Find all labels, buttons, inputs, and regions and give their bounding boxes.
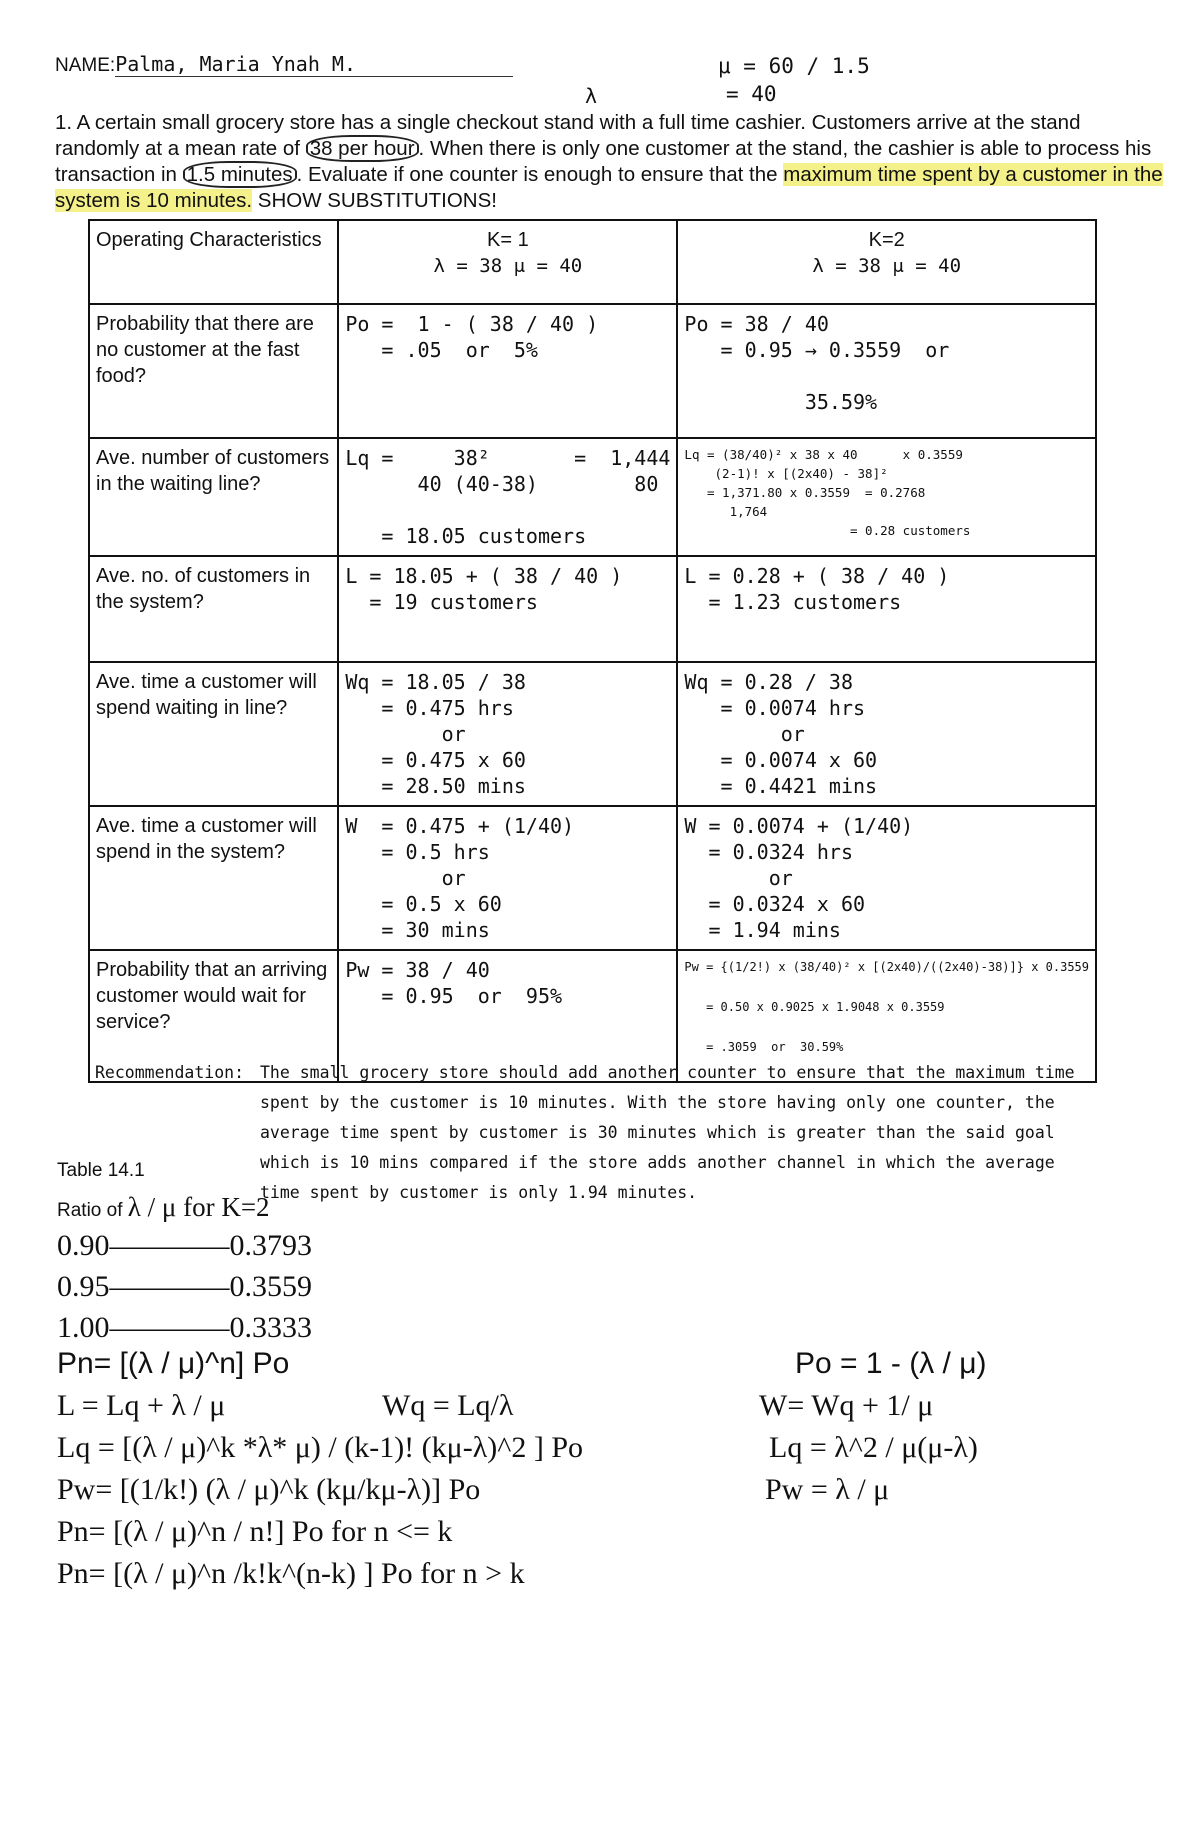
formula-wq: Wq = Lq/λ xyxy=(382,1389,514,1422)
header-col2 xyxy=(338,220,677,304)
table-row xyxy=(89,662,1096,806)
header-k1-label: K= 1 xyxy=(487,229,529,251)
formula-pw-k: Pw= [(1/k!) (λ / μ)^k (kμ/kμ-λ)] Po xyxy=(57,1473,481,1506)
mu-note-line-1: μ = 60 / 1.5 xyxy=(718,54,870,78)
table-header-row xyxy=(89,220,1096,304)
row-label: Ave. number of customers in the waiting line? xyxy=(89,438,338,556)
table-row xyxy=(89,806,1096,950)
formula-pn-le: Pn= [(λ / μ)^n / n!] Po for n <= k xyxy=(57,1515,453,1548)
reference-table-title: Table 14.1 xyxy=(57,1160,145,1181)
problem-statement xyxy=(55,110,1165,214)
formula-pw-1: Pw = λ / μ xyxy=(765,1473,890,1506)
table-row xyxy=(89,556,1096,662)
formula-w: W= Wq + 1/ μ xyxy=(759,1389,934,1422)
row-label: Probability that there are no customer at the fast food? xyxy=(89,304,338,438)
formula-pn: Pn= [(λ / μ)^n] Po xyxy=(57,1347,290,1380)
row-k2-work: L = 0.28 + ( 38 / 40 ) = 1.23 customers xyxy=(677,556,1096,662)
formula-pn-gt: Pn= [(λ / μ)^n /k!k^(n-k) ] Po for n > k xyxy=(57,1557,525,1590)
row-k1-work: Po = 1 - ( 38 / 40 ) = .05 or 5% xyxy=(338,304,677,438)
problem-text-1: 1. A certain small grocery store has a single checkout stand with a full time cashier. Customers arrive at the stand randomly at a mean rate of xyxy=(55,111,1081,160)
row-k2-work: Po = 38 / 40 = 0.95 → 0.3559 or 35.59% xyxy=(677,304,1096,438)
row-k1-work: W = 0.475 + (1/40) = 0.5 hrs or = 0.5 x 60 = 30 mins xyxy=(338,806,677,950)
row-label: Ave. no. of customers in the system? xyxy=(89,556,338,662)
row-label: Ave. time a customer will spend waiting in line? xyxy=(89,662,338,806)
row-k2-work: W = 0.0074 + (1/40) = 0.0324 hrs or = 0.0324 x 60 = 1.94 mins xyxy=(677,806,1096,950)
name-line xyxy=(55,52,513,77)
problem-highlight: maximum time spent by a customer in the system is 10 minutes. xyxy=(55,163,1163,212)
row-k2-work: Lq = (38/40)² x 38 x 40 x 0.3559 (2-1)! x [(2x40) - 38]² = 1,371.80 x 0.3559 = 0.2768 1,764 = 0.28 customers xyxy=(677,438,1096,556)
name-label: NAME: xyxy=(55,55,116,76)
problem-rate: 38 per hour xyxy=(306,135,419,162)
problem-time: 1.5 minutes xyxy=(183,161,297,188)
ratio-label: Ratio of xyxy=(57,1200,128,1221)
header-k1-params: λ = 38 μ = 40 xyxy=(433,255,583,277)
row-label: Ave. time a customer will spend in the system? xyxy=(89,806,338,950)
row-k1-work: L = 18.05 + ( 38 / 40 ) = 19 customers xyxy=(338,556,677,662)
ratio-expression: λ / μ for K=2 xyxy=(127,1192,270,1222)
header-col1: Operating Characteristics xyxy=(89,220,338,304)
row-k1-work: Pw = 38 / 40 = 0.95 or 95% xyxy=(338,950,677,1082)
formula-lq-1: Lq = λ^2 / μ(μ-λ) xyxy=(769,1431,978,1464)
row-k2-work: Pw = {(1/2!) x (38/40)² x [(2x40)/((2x40)-38)]} x 0.3559 = 0.50 x 0.9025 x 1.9048 x 0.3559 = .3059 or 30.59% xyxy=(677,950,1096,1082)
mu-note-line-2: = 40 xyxy=(726,82,777,106)
formula-l: L = Lq + λ / μ xyxy=(57,1389,226,1422)
recommendation-label: Recommendation: xyxy=(95,1063,245,1082)
header-k2-label: K=2 xyxy=(868,229,905,251)
table-row xyxy=(89,304,1096,438)
ratio-entry: 0.95————0.3559 xyxy=(57,1270,312,1303)
name-value: Palma, Maria Ynah M. xyxy=(115,52,513,77)
row-k1-work: Wq = 18.05 / 38 = 0.475 hrs or = 0.475 x 60 = 28.50 mins xyxy=(338,662,677,806)
recommendation xyxy=(95,1058,1095,1208)
ratio-entry: 0.90————0.3793 xyxy=(57,1229,312,1262)
ratio-title xyxy=(57,1192,270,1223)
header-col3 xyxy=(677,220,1096,304)
ratio-list xyxy=(57,1225,312,1348)
header-k2-params: λ = 38 μ = 40 xyxy=(812,255,962,277)
row-k1-work: Lq = 38² = 1,444 40 (40-38) 80 = 18.05 customers xyxy=(338,438,677,556)
row-label: Probability that an arriving customer would wait for service? xyxy=(89,950,338,1082)
formula-po: Po = 1 - (λ / μ) xyxy=(795,1347,987,1380)
row-k2-work: Wq = 0.28 / 38 = 0.0074 hrs or = 0.0074 x 60 = 0.4421 mins xyxy=(677,662,1096,806)
formula-lq-k: Lq = [(λ / μ)^k *λ* μ) / (k-1)! (kμ-λ)^2 ] Po xyxy=(57,1431,584,1464)
problem-text-4: SHOW SUBSTITUTIONS! xyxy=(252,189,497,212)
ratio-entry: 1.00————0.3333 xyxy=(57,1311,312,1344)
recommendation-text: The small grocery store should add another counter to ensure that the maximum time spent by the customer is 10 minutes. With the store having only one counter, the average time spent by customer is 30 minutes which is greater than the said goal which is 10 mins compared if the store adds another channel in which the average time spent by customer is only 1.94 minutes. xyxy=(260,1063,1075,1202)
problem-text-2: . When there is only one customer at the stand, the cashier is able to process his transaction in xyxy=(55,137,1152,186)
problem-text-3: . Evaluate if one counter is enough to ensure that the xyxy=(296,163,784,186)
formula-sheet xyxy=(57,1347,1177,1590)
mu-note xyxy=(718,52,870,108)
lambda-note: λ xyxy=(585,84,598,108)
operating-characteristics-table xyxy=(88,219,1097,1083)
table-row xyxy=(89,438,1096,556)
